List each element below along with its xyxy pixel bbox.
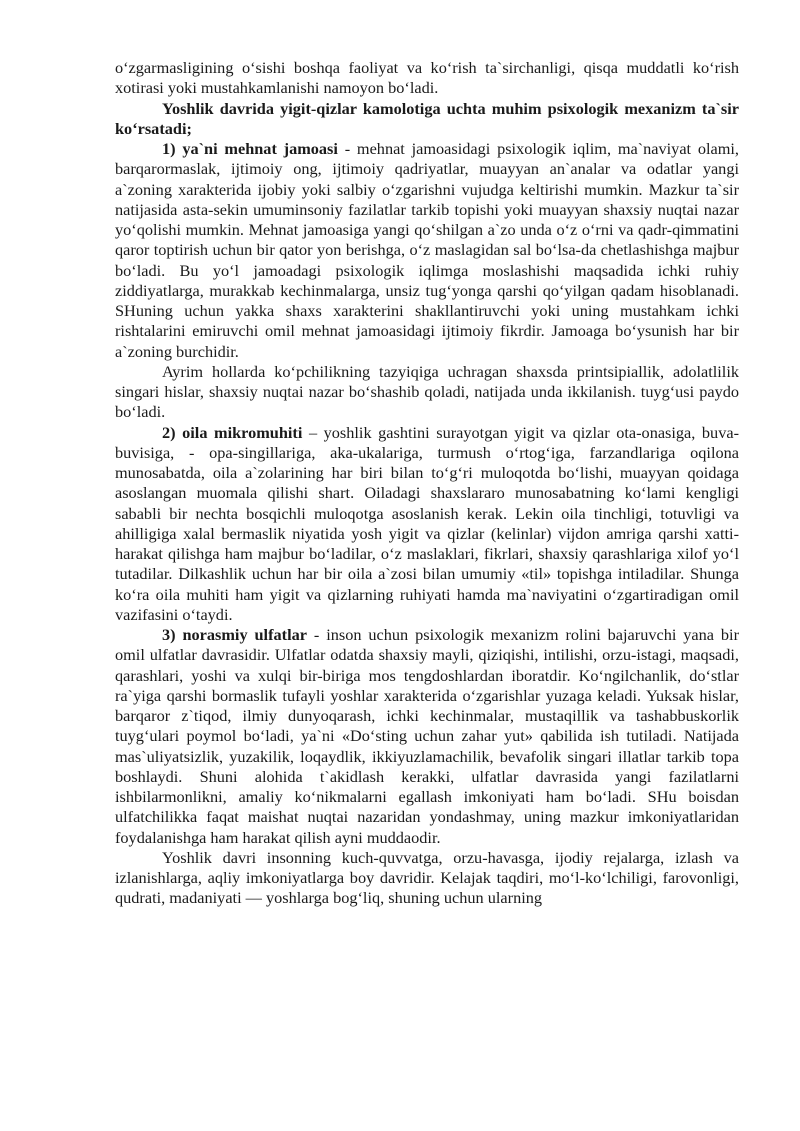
paragraph-mehnat-jamoasi: [115, 139, 739, 362]
section-heading: Yoshlik davrida yigit-qizlar kamolotiga uchta muhim psixologik mexanizm ta`sir ko‘rsatadi;: [115, 98, 739, 138]
item-text-oila-mikromuhiti: – yoshlik gashtini surayotgan yigit va qizlar ota-onasiga, buva-buvisiga, - opa-singillariga, aka-ukalariga, turmush o‘rtog‘iga, farzandlariga oqilona munosabatda, oila a`zolarining har biri bilan to‘g‘ri muloqotda bo‘lishi, muayyan qoidaga asoslangan muomala qilishi shart. Oiladagi shaxslararo munosabatning ko‘lami kengligi sababli bir nechta bosqichli muloqotga asoslanish kerak. Lekin oila tinchligi, totuvligi va ahilligiga xalal bermaslik niyatida yosh yigit va qizlar (kelinlar) vijdon amriga qarshi xatti-harakat qilishga ham majbur bo‘ladilar, o‘z maslaklari, fikrlari, shaxsiy qarashlariga xilof yo‘l tutadilar. Dilkashlik uchun har bir oila a`zosi bilan umumiy «til» topishga intiladilar. Shunga ko‘ra oila muhiti ham yigit va qizlarning ruhiyati hamda ma`naviyatini o‘zgartiradigan omil vazifasini o‘taydi.: [115, 422, 739, 624]
paragraph-norasmiy-ulfatlar: [115, 625, 739, 848]
paragraph-oila-mikromuhiti: [115, 423, 739, 626]
item-label-norasmiy-ulfatlar: 3) norasmiy ulfatlar: [162, 625, 307, 644]
item-text-mehnat-jamoasi: - mehnat jamoasidagi psixologik iqlim, ma`naviyat olami, barqarormaslak, ijtimoiy ong, ijtimoiy qadriyatlar, muayyan an`analar va odatlar yangi a`zoning xarakterida ijobiy yoki salbiy o‘zgarishni vujudga keltirishi mumkin. Mazkur ta`sir natijasida asta-sekin umuminsoniy fazilatlar tarkib topishi yoki muayyan shaxsiy nuqtai nazar yo‘qolishi mumkin. Mehnat jamoasiga yangi qo‘shilgan a`zo unda o‘z o‘rni va qadr-qimmatini qaror toptirish uchun bir qator yon berishga, o‘z maslagidan sal bo‘lsa-da chetlashishga majbur bo‘ladi. Bu yo‘l jamoadagi psixologik iqlimga moslashishi maqsadida ichki ruhiy ziddiyatlarga, murakkab kechinmalarga, unsiz tug‘yonga qarshi qo‘yilgan qadam hisoblanadi. SHuning uchun yakka shaxs xarakterini shakllantiruvchi yoki uning mustahkam ichki rishtalarini emiruvchi omil mehnat jamoasidagi ijtimoiy fikrdir. Jamoaga bo‘ysunish har bir a`zoning burchidir.: [115, 139, 739, 361]
document-page: [115, 58, 739, 909]
paragraph-ayrim-hollarda: Ayrim hollarda ko‘pchilikning tazyiqiga uchragan shaxsda printsipiallik, adolatlilik singari hislar, shaxsiy nuqtai nazar bo‘shashib qoladi, natijada unda ikkilanish. tuyg‘usi paydo bo‘ladi.: [115, 361, 739, 422]
paragraph-intro: o‘zgarmasligining o‘sishi boshqa faoliyat va ko‘rish ta`sirchanligi, qisqa muddatli ko‘rish xotirasi yoki mustahkamlanishi namoyon bo‘ladi.: [115, 58, 739, 98]
paragraph-yoshlik-davri: Yoshlik davri insonning kuch-quvvatga, orzu-havasga, ijodiy rejalarga, izlash va izlanishlarga, aqliy imkoniyatlarga boy davridir. Kelajak taqdiri, mo‘l-ko‘lchiligi, farovonligi, qudrati, madaniyati — yoshlarga bog‘liq, shuning uchun ularning: [115, 847, 739, 908]
item-label-mehnat-jamoasi: 1) ya`ni mehnat jamoasi: [162, 139, 338, 158]
item-label-oila-mikromuhiti: 2) oila mikromuhiti: [162, 422, 303, 442]
item-text-norasmiy-ulfatlar: - inson uchun psixologik mexanizm rolini bajaruvchi yana bir omil ulfatlar davrasidir. Ulfatlar odatda shaxsiy mayli, qiziqishi, intilishi, orzu-istagi, maqsadi, qarashlari, yoshi va xulqi bir-biriga mos tengdoshlardan iboratdir. Ko‘ngilchanlik, do‘stlar ra`yiga qarshi bormaslik tufayli yoshlar xarakterida o‘zgarishlar yuzaga keladi. Yuksak hislar, barqaror z`tiqod, ilmiy dunyoqarash, ichki kechinmalar, mustaqillik va tashabbuskorlik tuyg‘ulari poymol bo‘ladi, ya`ni «Do‘sting uchun zahar yut» qabilida ish tutiladi. Natijada mas`uliyatsizlik, yuzakilik, loqaydlik, ikkiyuzlamachilik, bevafolik singari illatlar tarkib topa boshlaydi. Shuni alohida t`akidlash kerakki, ulfatlar davrasida yangi fazilatlarni ishbilarmonlikni, amaliy ko‘nikmalarni egallash imkoniyati ham bo‘ladi. SHu boisdan ulfatchilikka faqat maishat nuqtai nazaridan yondashmay, uning mazkur imkoniyatlaridan foydalanishga ham harakat qilish ayni muddaodir.: [115, 625, 740, 847]
